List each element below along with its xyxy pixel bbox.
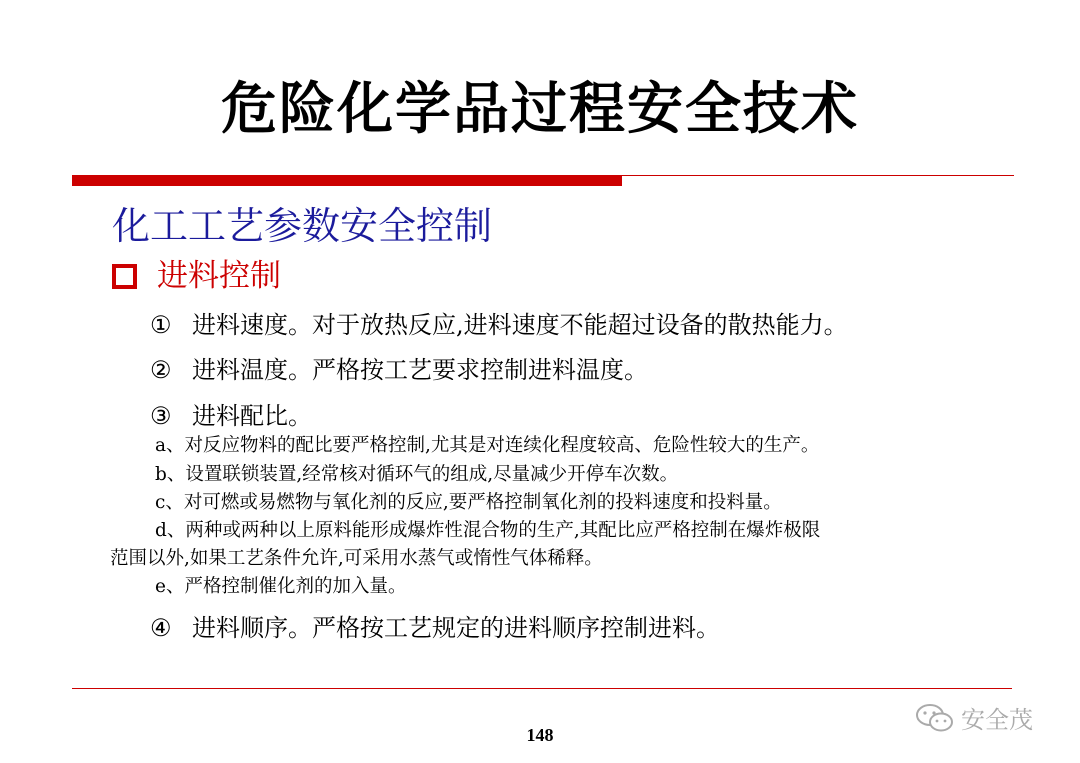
sub-item: b、设置联锁装置,经常核对循环气的组成,尽量减少开停车次数。 xyxy=(155,464,679,485)
footer-rule xyxy=(72,688,1012,689)
item-text: 进料速度。对于放热反应,进料速度不能超过设备的散热能力。 xyxy=(192,311,848,339)
list-item xyxy=(150,354,648,386)
page-number: 148 xyxy=(526,725,554,745)
title-underline-thin xyxy=(622,175,1014,176)
item-text: 进料配比。 xyxy=(192,402,312,430)
sub-item: e、严格控制催化剂的加入量。 xyxy=(155,576,407,597)
title-underline-thick xyxy=(72,175,622,186)
list-item xyxy=(150,309,848,341)
sub-item: d、两种或两种以上原料能形成爆炸性混合物的生产,其配比应严格控制在爆炸极限 xyxy=(155,520,821,541)
item-number: ① xyxy=(150,311,172,339)
section-label: 进料控制 xyxy=(157,258,281,294)
slide-title: 危险化学品过程安全技术 xyxy=(221,77,859,142)
sub-item: a、对反应物料的配比要严格控制,尤其是对连续化程度较高、危险性较大的生产。 xyxy=(155,435,820,456)
wechat-icon xyxy=(915,703,955,733)
item-text: 进料温度。严格按工艺要求控制进料温度。 xyxy=(192,356,648,384)
list-item xyxy=(150,612,720,644)
item-number: ③ xyxy=(150,402,172,430)
item-number: ④ xyxy=(150,614,172,642)
item-text: 进料顺序。严格按工艺规定的进料顺序控制进料。 xyxy=(192,614,720,642)
sub-item-continuation: 范围以外,如果工艺条件允许,可采用水蒸气或惰性气体稀释。 xyxy=(110,548,603,569)
watermark-text: 安全茂 xyxy=(961,706,1033,734)
slide-subtitle: 化工工艺参数安全控制 xyxy=(112,204,493,248)
section-heading xyxy=(112,256,281,296)
watermark xyxy=(915,700,1033,735)
square-bullet-icon xyxy=(112,264,137,289)
item-number: ② xyxy=(150,356,172,384)
sub-item: c、对可燃或易燃物与氧化剂的反应,要严格控制氧化剂的投料速度和投料量。 xyxy=(155,492,782,513)
list-item xyxy=(150,400,312,432)
